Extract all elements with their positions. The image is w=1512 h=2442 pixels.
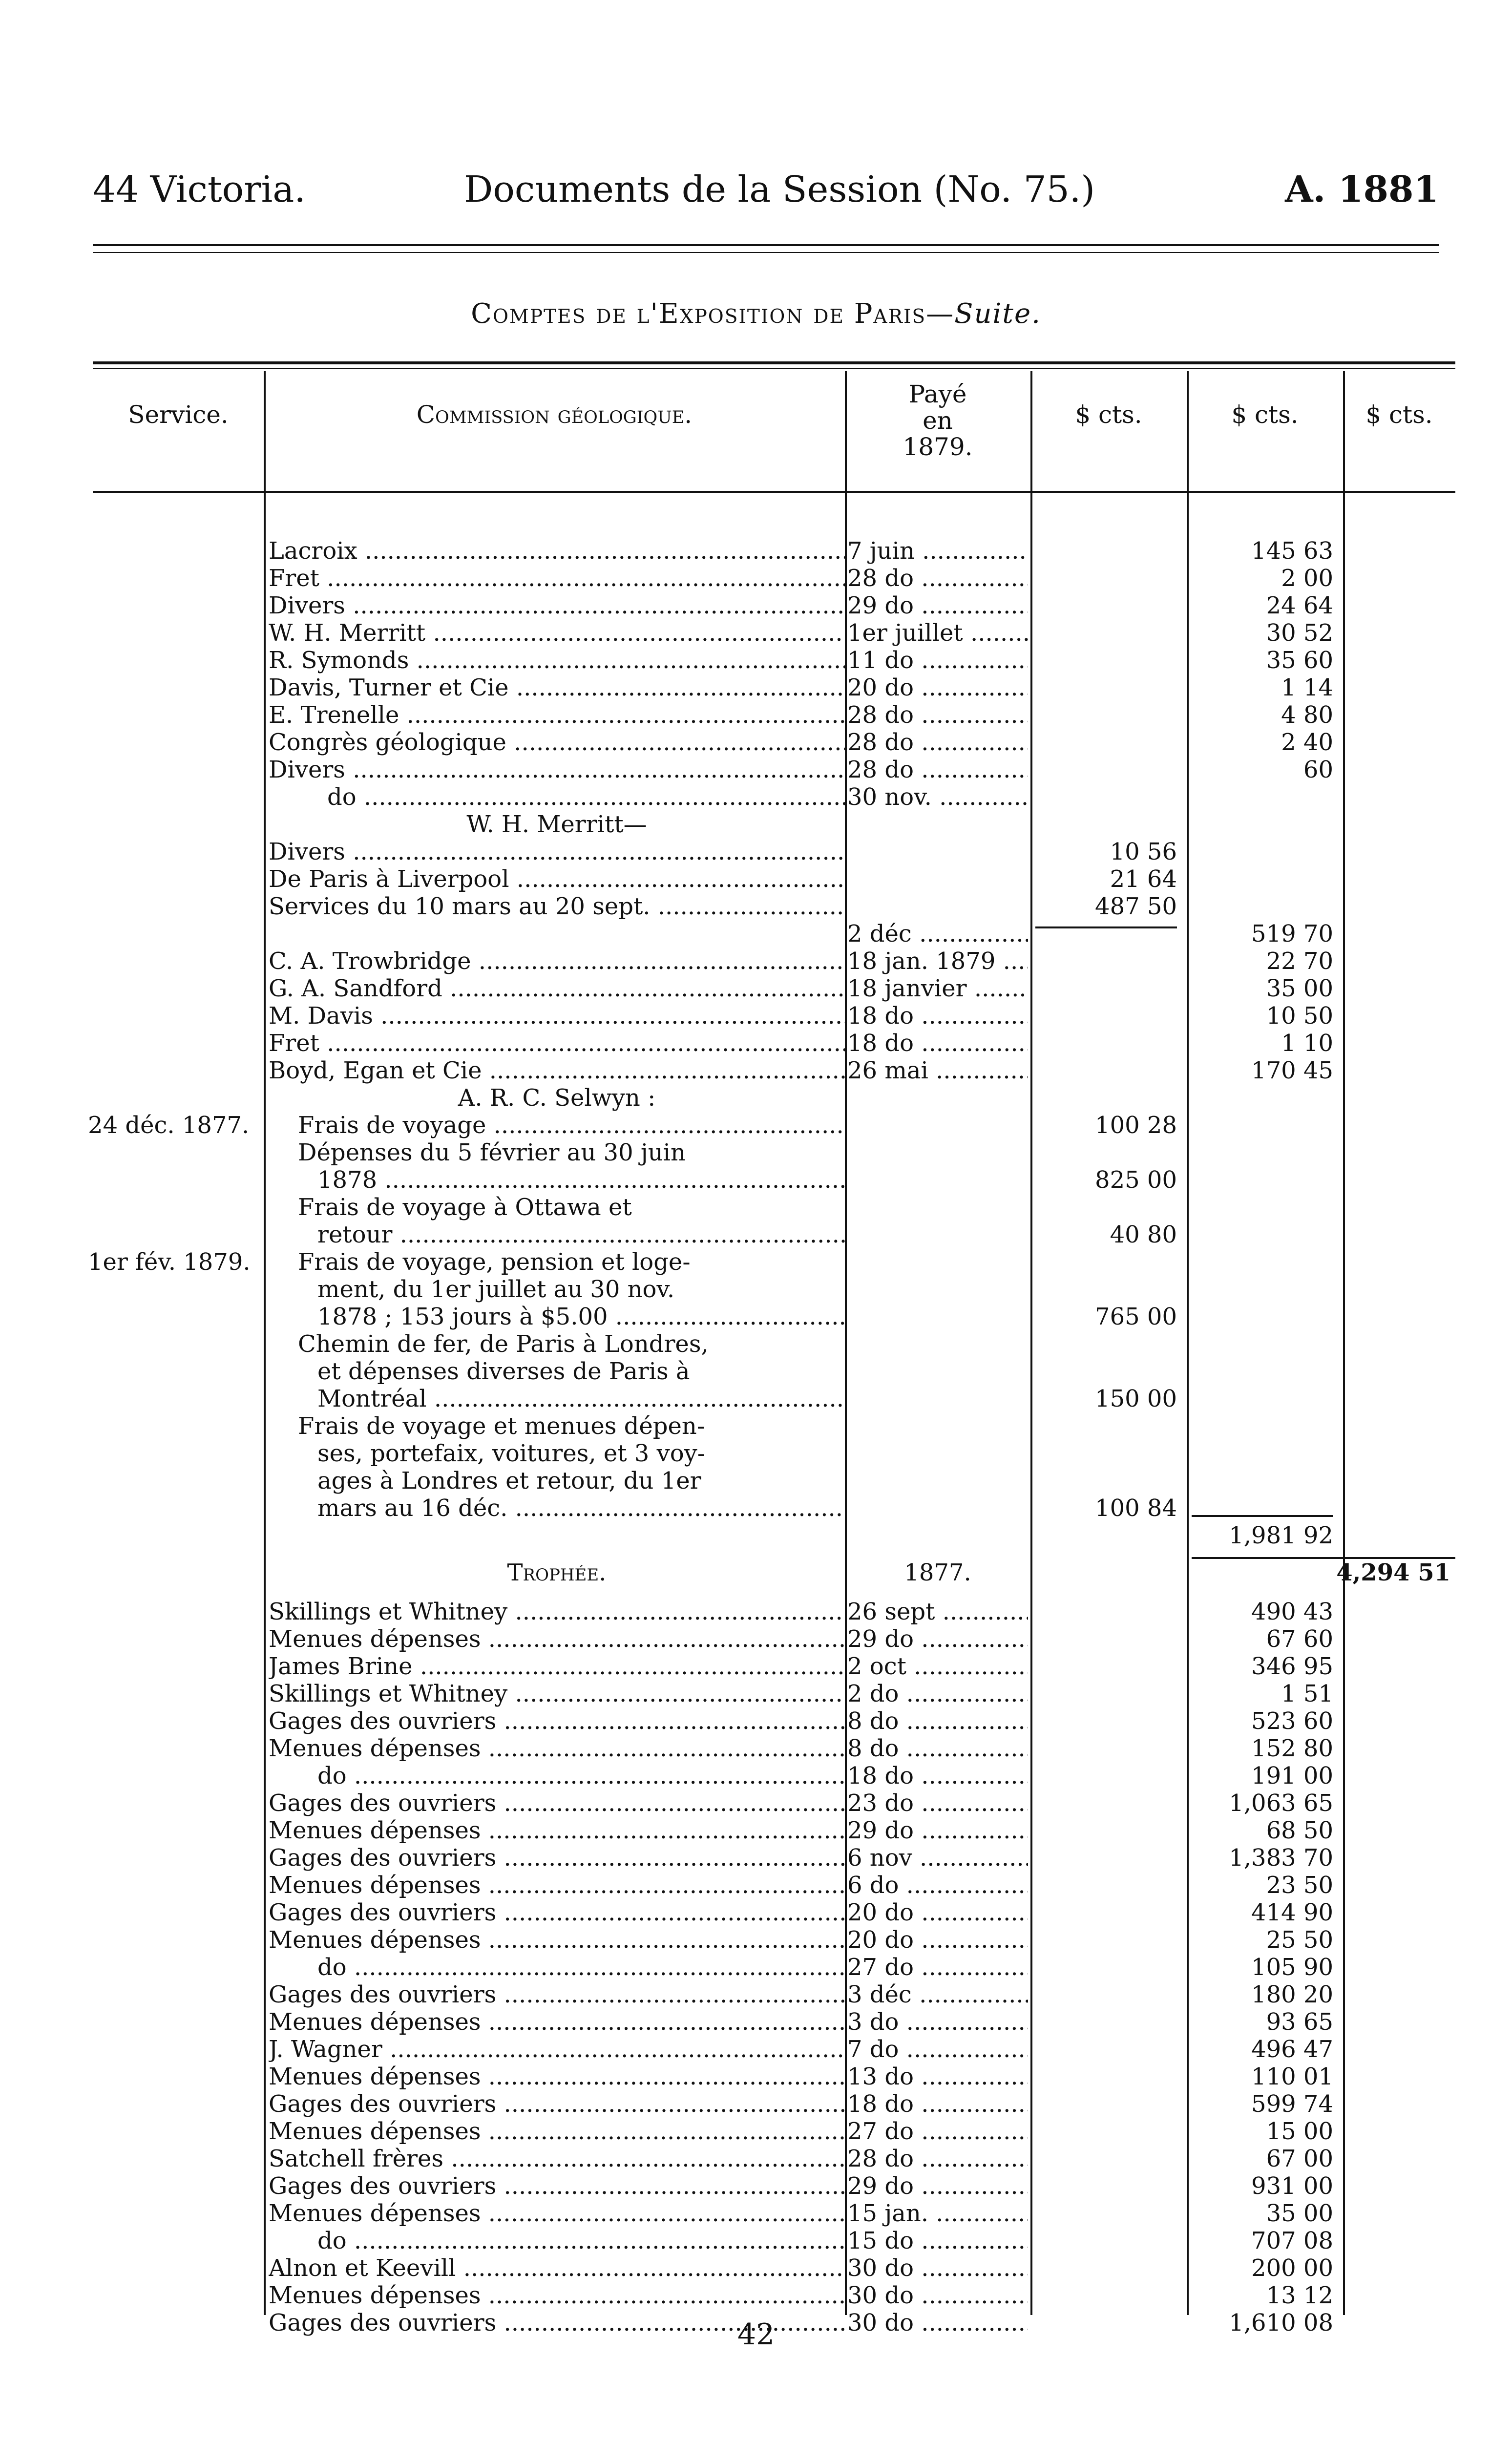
row-label: ages à Londres et retour, du 1er [317,1467,701,1495]
row-label: Skillings et Whitney ..... [269,1598,845,1625]
row-date: 6 nov ..... [847,1844,1028,1872]
table-row [93,1522,1455,1549]
row-label: Gages des ouvriers ..... [269,1844,845,1872]
table-row [93,1954,1455,1981]
row-label: Chemin de fer, de Paris à Londres, [298,1330,709,1358]
header-documents: Documents de la Session (No. 75.) [464,168,1095,211]
table-row [93,1194,1455,1221]
table-row [93,1412,1455,1440]
service-date: 1er fév. 1879. [88,1248,251,1276]
row-date: 20 do ..... [847,1926,1028,1954]
row-date: 15 jan. ..... [847,2200,1028,2227]
amount-col-2: 523 60 [1251,1707,1333,1735]
row-label: Menues dépenses ..... [269,2118,845,2145]
table-row [93,592,1455,619]
row-date: 7 juin ..... [847,537,1028,565]
row-date: 29 do ..... [847,1625,1028,1653]
row-label: Menues dépenses ..... [269,1735,845,1762]
table-row [88,1112,1455,1139]
row-date: 20 do ..... [847,1899,1028,1926]
amount-col-2: 496 47 [1251,2036,1333,2063]
row-date: 7 do ..... [847,2036,1028,2063]
table-row [88,1248,1455,1276]
row-label: Alnon et Keevill ..... [269,2254,845,2282]
table-row [93,947,1455,975]
table-row [93,701,1455,729]
row-date: 30 do ..... [847,2282,1028,2309]
row-label: et dépenses diverses de Paris à [317,1358,690,1385]
row-label: Menues dépenses ..... [269,2282,845,2309]
row-date: 28 do ..... [847,756,1028,783]
row-label: Gages des ouvriers ..... [269,1707,845,1735]
amount-col-2: 35 00 [1266,975,1333,1002]
table-row [93,783,1455,811]
col-head-d3: $ cts. [1365,400,1433,429]
amount-col-2: 2 00 [1281,565,1333,592]
row-label: W. H. Merritt ..... [269,619,845,647]
amount-col-2: 105 90 [1251,1954,1333,1981]
amount-col-2: 23 50 [1266,1872,1333,1899]
amount-col-1: 150 00 [1095,1385,1177,1412]
row-label: Frais de voyage, pension et loge- [298,1248,691,1276]
table-row [93,1625,1455,1653]
page-number: 42 [737,2317,775,2352]
amount-col-2: 60 [1303,756,1333,783]
row-label: James Brine ..... [269,1653,845,1680]
amount-col-2: 15 00 [1266,2118,1333,2145]
row-date: 1er juillet ..... [847,619,1028,647]
table-row [93,1762,1455,1789]
section-year: 1877. [904,1559,971,1586]
row-date: 18 do ..... [847,2090,1028,2118]
row-label: Services du 10 mars au 20 sept. ..... [269,893,845,920]
row-label: 1878 ..... [317,1166,845,1194]
row-label: C. A. Trowbridge ..... [269,947,845,975]
table-row [93,2145,1455,2172]
amount-col-2: 1 10 [1281,1030,1333,1057]
row-label: Frais de voyage à Ottawa et [298,1194,632,1221]
row-label: A. R. C. Selwyn : [458,1084,656,1112]
page-header [93,168,1439,222]
title-main: Comptes de l'Exposition de Paris— [471,298,955,330]
amount-col-2: 30 52 [1266,619,1333,647]
row-date: 26 sept ..... [847,1598,1028,1625]
table-row [93,1084,1455,1112]
header-rule [93,244,1439,246]
row-date: 27 do ..... [847,2118,1028,2145]
row-date: 28 do ..... [847,729,1028,756]
service-date: 24 déc. 1877. [88,1112,250,1139]
table-row [93,838,1455,865]
section-heading: Trophée. [507,1559,607,1586]
table-row [93,1440,1455,1467]
col-head-service: Service. [128,400,229,429]
col-head-paye: Payé en 1879. [903,380,973,461]
amount-col-1: 21 64 [1110,865,1177,893]
amount-col-2: 93 65 [1266,2008,1333,2036]
row-date: 27 do ..... [847,1954,1028,1981]
row-label: Congrès géologique ..... [269,729,845,756]
row-date: 23 do ..... [847,1789,1028,1817]
amount-col-2: 490 43 [1251,1598,1333,1625]
row-date: 3 do ..... [847,2008,1028,2036]
row-label: retour ..... [317,1221,845,1248]
amount-col-2: 1,063 65 [1229,1789,1333,1817]
row-label: G. A. Sandford ..... [269,975,845,1002]
row-label: Skillings et Whitney ..... [269,1680,845,1707]
row-date: 18 do ..... [847,1030,1028,1057]
amount-total: 4,294 51 [1336,1559,1450,1586]
row-date: 28 do ..... [847,701,1028,729]
table-row [93,2282,1455,2309]
row-date: 18 do ..... [847,1002,1028,1030]
amount-col-2: 346 95 [1251,1653,1333,1680]
row-date: 18 do ..... [847,1762,1028,1789]
table-row [93,1467,1455,1495]
amount-col-2: 68 50 [1266,1817,1333,1844]
col-head-d1: $ cts. [1075,400,1142,429]
row-label: Menues dépenses ..... [269,1625,845,1653]
table-row [93,1981,1455,2008]
table-row [93,1139,1455,1166]
row-label: De Paris à Liverpool ..... [269,865,845,893]
table-row [93,2063,1455,2090]
amount-col-2: 2 40 [1281,729,1333,756]
table-row [93,1385,1455,1412]
row-date: 18 jan. 1879 ..... [847,947,1028,975]
table-row [93,1358,1455,1385]
table-row [93,1276,1455,1303]
row-label: 1878 ; 153 jours à $5.00 ..... [317,1303,845,1330]
amount-col-2: 414 90 [1251,1899,1333,1926]
row-label: Davis, Turner et Cie ..... [269,674,845,701]
table-row [93,1495,1455,1522]
row-date: 15 do ..... [847,2227,1028,2254]
amount-col-2: 67 00 [1266,2145,1333,2172]
table-row [93,1303,1455,1330]
title-suite: Suite. [954,298,1041,330]
row-label: W. H. Merritt— [466,811,647,838]
amount-col-2: 200 00 [1251,2254,1333,2282]
amount-col-2: 931 00 [1251,2172,1333,2200]
row-label: Fret ..... [269,565,845,592]
table-row [93,975,1455,1002]
table-row [93,674,1455,701]
row-label: Gages des ouvriers ..... [269,2090,845,2118]
header-rule-2 [93,252,1439,253]
col-head-commission: Commission géologique. [416,400,693,429]
table-row [93,1872,1455,1899]
amount-col-2: 599 74 [1251,2090,1333,2118]
row-label: Montréal ..... [317,1385,845,1412]
table-top-rule-2 [93,368,1455,369]
table-row [93,1057,1455,1084]
row-label: Fret ..... [269,1030,845,1057]
row-label: Divers ..... [269,592,845,619]
amount-col-1: 765 00 [1095,1303,1177,1330]
amount-col-2: 13 12 [1266,2282,1333,2309]
table-row [93,619,1455,647]
amount-col-2: 1,610 08 [1229,2309,1333,2337]
header-bottom-rule [93,491,1455,493]
table-row [93,565,1455,592]
row-label: Gages des ouvriers ..... [269,2172,845,2200]
header-session: 44 Victoria. [93,168,306,211]
table-row [93,647,1455,674]
row-label: Menues dépenses ..... [269,2200,845,2227]
row-date: 29 do ..... [847,1817,1028,1844]
row-label: do ..... [317,1762,845,1789]
row-date: 2 oct ..... [847,1653,1028,1680]
row-date: 29 do ..... [847,2172,1028,2200]
row-label: Menues dépenses ..... [269,1926,845,1954]
amount-col-2: 24 64 [1266,592,1333,619]
table-row [93,811,1455,838]
row-date: 2 déc ..... [847,920,1028,947]
table-row [93,1844,1455,1872]
row-label: mars au 16 déc. ..... [317,1495,845,1522]
amount-col-1: 10 56 [1110,838,1177,865]
col-head-d2: $ cts. [1231,400,1299,429]
row-date: 11 do ..... [847,647,1028,674]
table-row [93,920,1455,947]
table-row [93,893,1455,920]
row-date: 13 do ..... [847,2063,1028,2090]
row-date: 6 do ..... [847,1872,1028,1899]
row-date: 18 janvier ..... [847,975,1028,1002]
amount-col-2: 145 63 [1251,537,1333,565]
table-row [93,2036,1455,2063]
table-row [93,1559,1455,1586]
row-label: Satchell frères ..... [269,2145,845,2172]
table-row [93,1166,1455,1194]
table-row [93,865,1455,893]
amount-col-2: 180 20 [1251,1981,1333,2008]
amount-col-2: 1,981 92 [1229,1522,1333,1549]
row-label: Menues dépenses ..... [269,2008,845,2036]
row-label: Divers ..... [269,756,845,783]
table-row [93,1330,1455,1358]
amount-col-2: 10 50 [1266,1002,1333,1030]
amount-col-2: 1 14 [1281,674,1333,701]
row-label: Gages des ouvriers ..... [269,1789,845,1817]
amount-col-1: 100 28 [1095,1112,1177,1139]
amount-col-2: 1,383 70 [1229,1844,1333,1872]
table-row [93,1707,1455,1735]
row-label: do ..... [327,783,845,811]
amount-col-2: 22 70 [1266,947,1333,975]
header-year: A. 1881 [1285,168,1439,211]
row-label: Gages des ouvriers ..... [269,1899,845,1926]
row-date: 3 déc ..... [847,1981,1028,2008]
row-date: 28 do ..... [847,2145,1028,2172]
amount-col-2: 4 80 [1281,701,1333,729]
table-row [93,2090,1455,2118]
table-row [93,1030,1455,1057]
table-row [93,1735,1455,1762]
row-label: Frais de voyage ..... [298,1112,845,1139]
amount-col-1: 825 00 [1095,1166,1177,1194]
row-label: R. Symonds ..... [269,647,845,674]
table-row [93,1899,1455,1926]
amount-col-2: 191 00 [1251,1762,1333,1789]
table-row [93,729,1455,756]
row-date: 30 do ..... [847,2309,1028,2337]
row-label: Dépenses du 5 février au 30 juin [298,1139,686,1166]
row-label: Menues dépenses ..... [269,1817,845,1844]
amount-col-2: 110 01 [1251,2063,1333,2090]
table-row [93,1817,1455,1844]
amount-col-2: 152 80 [1251,1735,1333,1762]
table-row [93,1789,1455,1817]
page-title [0,298,1512,330]
table-row [93,1680,1455,1707]
row-date: 28 do ..... [847,565,1028,592]
row-label: Divers ..... [269,838,845,865]
amount-col-2: 25 50 [1266,1926,1333,1954]
row-date: 8 do ..... [847,1707,1028,1735]
row-label: do ..... [317,2227,845,2254]
row-label: Menues dépenses ..... [269,2063,845,2090]
row-label: Gages des ouvriers ..... [269,2309,845,2337]
amount-col-2: 1 51 [1281,1680,1333,1707]
row-label: Menues dépenses ..... [269,1872,845,1899]
row-date: 8 do ..... [847,1735,1028,1762]
amount-col-2: 170 45 [1251,1057,1333,1084]
row-date: 30 do ..... [847,2254,1028,2282]
row-date: 29 do ..... [847,592,1028,619]
amount-col-1: 40 80 [1110,1221,1177,1248]
amount-col-2: 67 60 [1266,1625,1333,1653]
amount-col-2: 707 08 [1251,2227,1333,2254]
row-label: Lacroix ..... [269,537,845,565]
table-row [93,1598,1455,1625]
table-row [93,756,1455,783]
row-date: 20 do ..... [847,674,1028,701]
table-row [93,2227,1455,2254]
amount-col-1: 487 50 [1095,893,1177,920]
table-row [93,2118,1455,2145]
table-row [93,1002,1455,1030]
amount-col-2: 519 70 [1251,920,1333,947]
row-date: 2 do ..... [847,1680,1028,1707]
amount-col-2: 35 00 [1266,2200,1333,2227]
row-label: J. Wagner ..... [269,2036,845,2063]
row-label: Frais de voyage et menues dépen- [298,1412,705,1440]
table-row [93,1221,1455,1248]
amount-col-2: 35 60 [1266,647,1333,674]
row-date: 26 mai ..... [847,1057,1028,1084]
account-table [88,361,1455,2337]
row-label: Boyd, Egan et Cie ..... [269,1057,845,1084]
row-label: do ..... [317,1954,845,1981]
row-label: ses, portefaix, voitures, et 3 voy- [317,1440,705,1467]
row-date: 30 nov. ..... [847,783,1028,811]
table-row [93,2254,1455,2282]
table-row [93,1926,1455,1954]
table-row [93,537,1455,565]
table-row [93,2172,1455,2200]
row-label: E. Trenelle ..... [269,701,845,729]
table-row [93,1653,1455,1680]
amount-col-1: 100 84 [1095,1495,1177,1522]
row-label: ment, du 1er juillet au 30 nov. [317,1276,675,1303]
row-label: Gages des ouvriers ..... [269,1981,845,2008]
table-row [93,2200,1455,2227]
row-label: M. Davis ..... [269,1002,845,1030]
table-row [93,2008,1455,2036]
table-top-rule [93,361,1455,364]
